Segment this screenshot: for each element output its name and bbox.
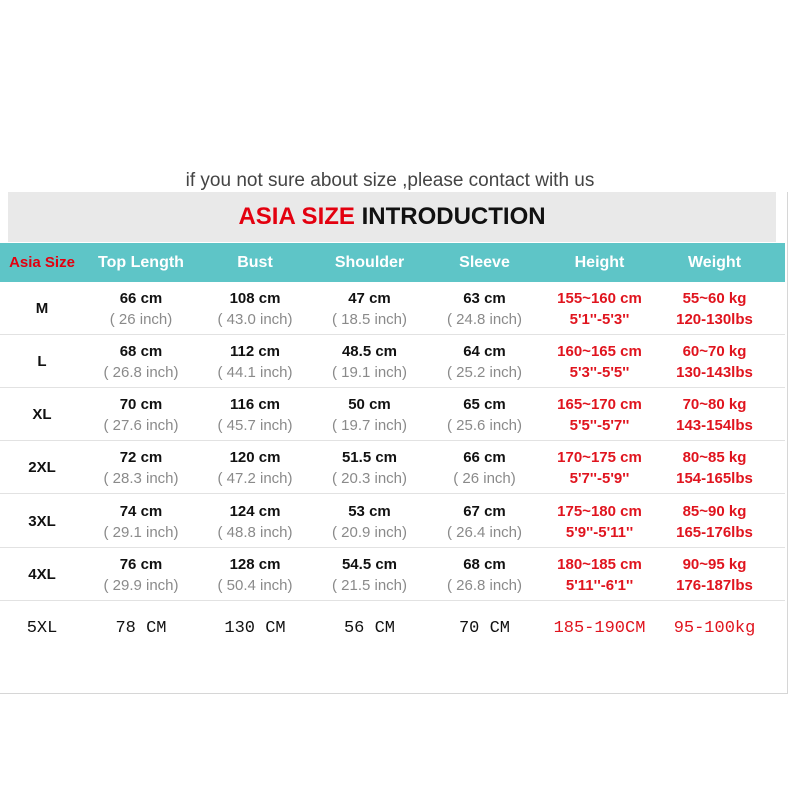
- weight-cell: [657, 282, 772, 335]
- sleeve-inch: ( 24.8 inch): [446, 310, 523, 328]
- height-cm: 180~185 cm: [557, 555, 642, 573]
- height-cm: 155~160 cm: [557, 289, 642, 307]
- height-cm: 185-190CM: [553, 619, 646, 638]
- top-length-cell: [84, 441, 198, 494]
- height-cell: [542, 548, 657, 601]
- height-feet: 5'11''-6'1'': [565, 576, 634, 594]
- table-row-5xl: [0, 602, 785, 655]
- weight-kg: 60~70 kg: [682, 342, 747, 360]
- weight-kg: 55~60 kg: [682, 289, 747, 307]
- height-cm: 175~180 cm: [557, 502, 642, 520]
- height-feet: 5'5''-5'7'': [569, 416, 630, 434]
- shoulder-cm: 50 cm: [348, 395, 391, 413]
- shoulder-cm: 54.5 cm: [341, 555, 398, 573]
- bust-cell: [198, 441, 312, 494]
- bust-inch: ( 48.8 inch): [217, 523, 293, 541]
- weight-cell: [657, 388, 772, 441]
- top-length-cm: 72 cm: [119, 448, 163, 466]
- bust-cell: [198, 388, 312, 441]
- top-length-inch: ( 29.1 inch): [103, 523, 179, 541]
- shoulder-cell: [312, 495, 427, 548]
- weight-lbs: 120-130lbs: [676, 310, 753, 328]
- weight-lbs: 130-143lbs: [676, 363, 753, 381]
- size-label: 5XL: [26, 619, 58, 638]
- top-length-inch: ( 27.6 inch): [103, 416, 179, 434]
- shoulder-inch: ( 20.3 inch): [331, 469, 408, 487]
- bust-cm: 108 cm: [229, 289, 281, 307]
- shoulder-cell: [312, 282, 427, 335]
- top-length-cell: [84, 335, 198, 388]
- shoulder-cm: 47 cm: [348, 289, 391, 307]
- bust-inch: ( 47.2 inch): [217, 469, 293, 487]
- size-label: XL: [32, 406, 52, 423]
- shoulder-inch: ( 20.9 inch): [331, 523, 408, 541]
- sleeve-cm: 63 cm: [463, 289, 506, 307]
- weight-cell: [657, 548, 772, 601]
- top-length-cell: [84, 282, 198, 335]
- top-length-cm: 70 cm: [119, 395, 163, 413]
- sleeve-cm: 67 cm: [463, 502, 506, 520]
- header-bust: Bust: [237, 253, 273, 271]
- shoulder-inch: ( 21.5 inch): [331, 576, 408, 594]
- title-highlight: ASIA SIZE: [238, 203, 355, 230]
- bust-cm: 130 CM: [224, 619, 286, 638]
- top-length-cell: [84, 388, 198, 441]
- weight-cell: [657, 335, 772, 388]
- height-feet: 5'1''-5'3'': [569, 310, 630, 328]
- height-feet: 5'9''-5'11'': [565, 523, 634, 541]
- header-shoulder: Shoulder: [334, 253, 405, 271]
- height-cm: 165~170 cm: [557, 395, 642, 413]
- sleeve-cm: 64 cm: [463, 342, 506, 360]
- shoulder-inch: ( 18.5 inch): [331, 310, 408, 328]
- sleeve-inch: ( 25.2 inch): [446, 363, 523, 381]
- bust-cell: [198, 548, 312, 601]
- table-header: [0, 243, 785, 282]
- top-length-cell: [84, 548, 198, 601]
- sleeve-inch: ( 25.6 inch): [446, 416, 523, 434]
- weight-kg: 95-100kg: [673, 619, 756, 638]
- sleeve-cell: [427, 335, 542, 388]
- height-cm: 170~175 cm: [557, 448, 642, 466]
- sleeve-cell: [427, 388, 542, 441]
- bust-cm: 112 cm: [229, 342, 281, 360]
- sleeve-cell: [427, 282, 542, 335]
- sleeve-cell: [427, 548, 542, 601]
- weight-kg: 90~95 kg: [682, 555, 747, 573]
- shoulder-cell: [312, 335, 427, 388]
- shoulder-cell: [312, 441, 427, 494]
- size-label: M: [35, 300, 49, 317]
- bust-cm: 128 cm: [229, 555, 281, 573]
- weight-lbs: 176-187lbs: [676, 576, 753, 594]
- bust-cell: [198, 335, 312, 388]
- height-feet: 5'7''-5'9'': [569, 469, 630, 487]
- top-length-inch: ( 26.8 inch): [103, 363, 179, 381]
- header-sleeve: Sleeve: [459, 253, 510, 271]
- weight-lbs: 165-176lbs: [676, 523, 753, 541]
- bust-inch: ( 43.0 inch): [217, 310, 293, 328]
- sleeve-cell: [427, 441, 542, 494]
- height-cell: [542, 282, 657, 335]
- sleeve-cell: [427, 495, 542, 548]
- top-length-cell: [84, 495, 198, 548]
- shoulder-cm: 48.5 cm: [341, 342, 398, 360]
- height-cm: 160~165 cm: [557, 342, 642, 360]
- bust-cell: [198, 495, 312, 548]
- top-length-cm: 66 cm: [119, 289, 163, 307]
- bust-cm: 124 cm: [229, 502, 281, 520]
- sleeve-cm: 65 cm: [463, 395, 506, 413]
- height-feet: 5'3''-5'5'': [569, 363, 630, 381]
- header-height: Height: [574, 253, 625, 271]
- height-cell: [542, 335, 657, 388]
- sleeve-cm: 66 cm: [463, 448, 506, 466]
- table-row-xl: [0, 388, 785, 441]
- shoulder-cell: [312, 388, 427, 441]
- weight-lbs: 154-165lbs: [676, 469, 753, 487]
- size-note: if you not sure about size ,please contact with us: [185, 170, 595, 191]
- header-asia-size: Asia Size: [9, 254, 75, 271]
- shoulder-inch: ( 19.7 inch): [331, 416, 408, 434]
- size-label: 3XL: [28, 513, 56, 530]
- shoulder-cm: 56 CM: [343, 619, 395, 638]
- top-length-cm: 68 cm: [119, 342, 163, 360]
- table-row-l: [0, 335, 785, 388]
- header-weight: Weight: [687, 253, 742, 271]
- table-row-2xl: [0, 441, 785, 494]
- shoulder-inch: ( 19.1 inch): [331, 363, 408, 381]
- top-length-inch: ( 26 inch): [109, 310, 173, 328]
- top-length-inch: ( 28.3 inch): [103, 469, 179, 487]
- top-length-cm: 78 CM: [115, 619, 167, 638]
- size-label: L: [37, 353, 47, 370]
- weight-cell: [657, 495, 772, 548]
- height-cell: [542, 495, 657, 548]
- sleeve-cm: 70 CM: [458, 619, 510, 638]
- bust-cm: 120 cm: [229, 448, 281, 466]
- height-cell: [542, 388, 657, 441]
- table-row-3xl: [0, 495, 785, 548]
- bust-inch: ( 50.4 inch): [217, 576, 293, 594]
- weight-kg: 85~90 kg: [682, 502, 747, 520]
- weight-kg: 70~80 kg: [682, 395, 747, 413]
- height-cell: [542, 441, 657, 494]
- size-label: 2XL: [28, 459, 56, 476]
- bust-cm: 116 cm: [229, 395, 281, 413]
- sleeve-inch: ( 26 inch): [453, 469, 516, 487]
- shoulder-cm: 51.5 cm: [341, 448, 398, 466]
- sleeve-cm: 68 cm: [463, 555, 506, 573]
- title-bar: [8, 192, 776, 242]
- title-rest: INTRODUCTION: [361, 203, 546, 230]
- bust-cell: [198, 282, 312, 335]
- top-length-cm: 74 cm: [119, 502, 163, 520]
- shoulder-cm: 53 cm: [348, 502, 391, 520]
- sleeve-inch: ( 26.4 inch): [446, 523, 523, 541]
- table-row-4xl: [0, 548, 785, 601]
- weight-kg: 80~85 kg: [682, 448, 747, 466]
- weight-lbs: 143-154lbs: [676, 416, 753, 434]
- header-top-length: Top Length: [98, 253, 184, 271]
- bust-inch: ( 44.1 inch): [217, 363, 293, 381]
- bust-inch: ( 45.7 inch): [217, 416, 293, 434]
- shoulder-cell: [312, 548, 427, 601]
- top-length-inch: ( 29.9 inch): [103, 576, 179, 594]
- weight-cell: [657, 441, 772, 494]
- sleeve-inch: ( 26.8 inch): [446, 576, 523, 594]
- table-row-m: [0, 282, 785, 335]
- top-length-cm: 76 cm: [119, 555, 163, 573]
- size-label: 4XL: [28, 566, 56, 583]
